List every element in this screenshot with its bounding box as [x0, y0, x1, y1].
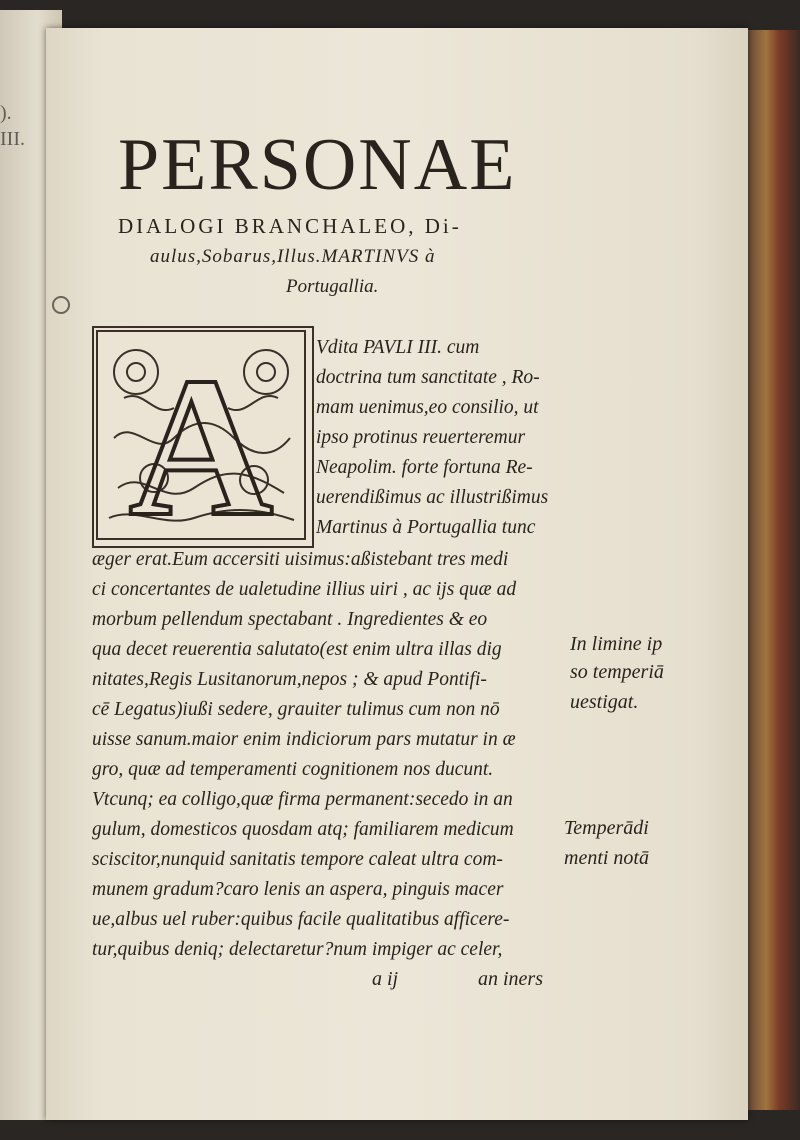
body-line-17: gulum, domesticos quosdam atq; familiarem medicum [92, 819, 514, 840]
subtitle-line-2: aulus,Sobarus,Illus.MARTINVS à [150, 246, 436, 267]
floral-initial-icon [94, 328, 308, 542]
body-line-1: Vdita PAVLI III. cum [316, 337, 480, 358]
decorated-initial [92, 326, 314, 548]
body-line-15: gro, quæ ad temperamenti cognitionem nos ducunt. [92, 759, 494, 780]
page-signature: a ij [372, 968, 399, 990]
book-edge [748, 30, 800, 1110]
body-line-3: mam uenimus,eo consilio, ut [316, 397, 539, 418]
body-line-12: nitates,Regis Lusitanorum,nepos ; & apud Pontifi- [92, 669, 487, 690]
subtitle-line-3: Portugallia. [286, 276, 379, 297]
body-line-9: ci concertantes de ualetudine illius uiri , ac ijs quæ ad [92, 579, 517, 600]
body-line-14: uisse sanum.maior enim indiciorum pars mutatur in æ [92, 729, 516, 750]
body-line-6: uerendißimus ac illustrißimus [316, 487, 549, 508]
subtitle-line-1: DIALOGI BRANCHALEO, Di- [118, 214, 462, 238]
body-line-13: cē Legatus)iußi sedere, grauiter tulimus cum non nō [92, 699, 500, 720]
body-line-19: munem gradum?caro lenis an aspera, pinguis macer [92, 879, 504, 900]
catchword: an iners [478, 968, 543, 990]
margin-note-1-line-2: so temperiā [570, 661, 664, 683]
body-line-16: Vtcunq; ea colligo,quæ firma permanent:secedo in an [92, 789, 513, 810]
margin-note-1-line-1: In limine ip [570, 633, 663, 655]
facing-page-edge-text: ). III. [0, 102, 25, 150]
body-line-2: doctrina tum sanctitate , Ro- [316, 367, 540, 388]
body-line-4: ipso protinus reuerteremur [316, 427, 526, 448]
body-line-18: sciscitor,nunquid sanitatis tempore caleat ultra com- [92, 849, 503, 870]
body-line-7: Martinus à Portugallia tunc [316, 517, 536, 538]
margin-note-2-line-1: Temperādi [564, 817, 649, 839]
body-line-10: morbum pellendum spectabant . Ingredientes & eo [92, 609, 488, 630]
initial-letter: A [128, 337, 274, 542]
margin-note-2-line-2: menti notā [564, 847, 649, 869]
page-title: PERSONAE [118, 124, 517, 206]
page-ornament-icon [52, 296, 70, 314]
body-line-11: qua decet reuerentia salutato(est enim ultra illas dig [92, 639, 502, 660]
body-line-5: Neapolim. forte fortuna Re- [316, 457, 533, 478]
body-line-20: ue,albus uel ruber:quibus facile qualitatibus afficere- [92, 909, 510, 930]
body-line-21: tur,quibus deniq; delectaretur?num impiger ac celer, [92, 939, 503, 960]
body-line-8: æger erat.Eum accersiti uisimus:aßistebant tres medi [92, 549, 509, 570]
margin-note-1-line-3: uestigat. [570, 691, 639, 713]
